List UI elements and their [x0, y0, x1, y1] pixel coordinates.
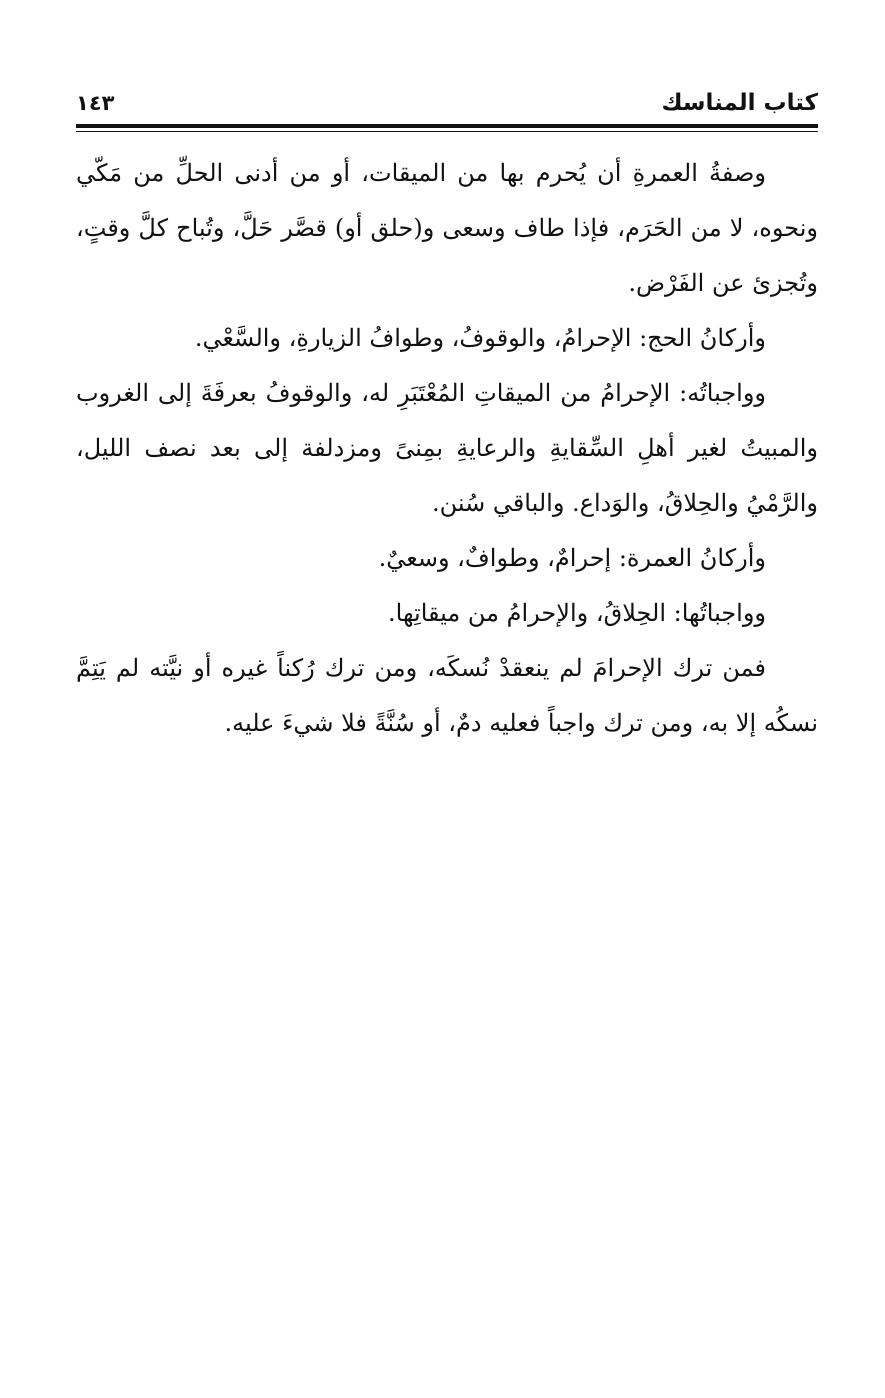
paragraph-hajj-obligations: وواجباتُه: الإحرامُ من الميقاتِ المُعْتَبَرِ له، والوقوفُ بعرفَةَ إلى الغروب والمبيتُ لغير أهلِ السِّقايةِ والرعايةِ بمِنىً ومزدلفة إلى بعد نصف الليل، والرَّمْيُ والحِلاقُ، والوَداع. والباقي سُنن.: [76, 379, 818, 517]
running-header-title: كتاب المناسك: [661, 90, 818, 116]
page-number: ١٤٣: [76, 91, 115, 115]
paragraph-umrah-description: وصفةُ العمرةِ أن يُحرم بها من الميقات، أو من أدنى الحلِّ من مَكّي ونحوه، لا من الحَرَم، فإذا طاف وسعى و(حلق أو) قصَّر حَلَّ، وتُباح كلَّ وقتٍ، وتُجزئ عن الفَرْض.: [76, 159, 819, 297]
running-header: [76, 86, 818, 120]
paragraph-hajj-pillars: وأركانُ الحج: الإحرامُ، والوقوفُ، وطوافُ الزيارةِ، والسَّعْي.: [194, 324, 766, 352]
header-rule-thin: [76, 131, 818, 132]
body-text: [76, 146, 818, 751]
paragraph-umrah-obligations: وواجباتُها: الحِلاقُ، والإحرامُ من ميقاتِها.: [388, 599, 766, 627]
header-rule-thick: [76, 124, 818, 128]
paragraph-omissions-ruling: فمن ترك الإحرامَ لم ينعقدْ نُسكَه، ومن ترك رُكناً غيره أو نيَّته لم يَتِمَّ نسكُه إلا به، ومن ترك واجباً فعليه دمٌ، أو سُنَّةً فلا شيءَ عليه.: [76, 654, 818, 737]
paragraph-umrah-pillars: وأركانُ العمرة: إحرامٌ، وطوافٌ، وسعيٌ.: [378, 544, 766, 572]
